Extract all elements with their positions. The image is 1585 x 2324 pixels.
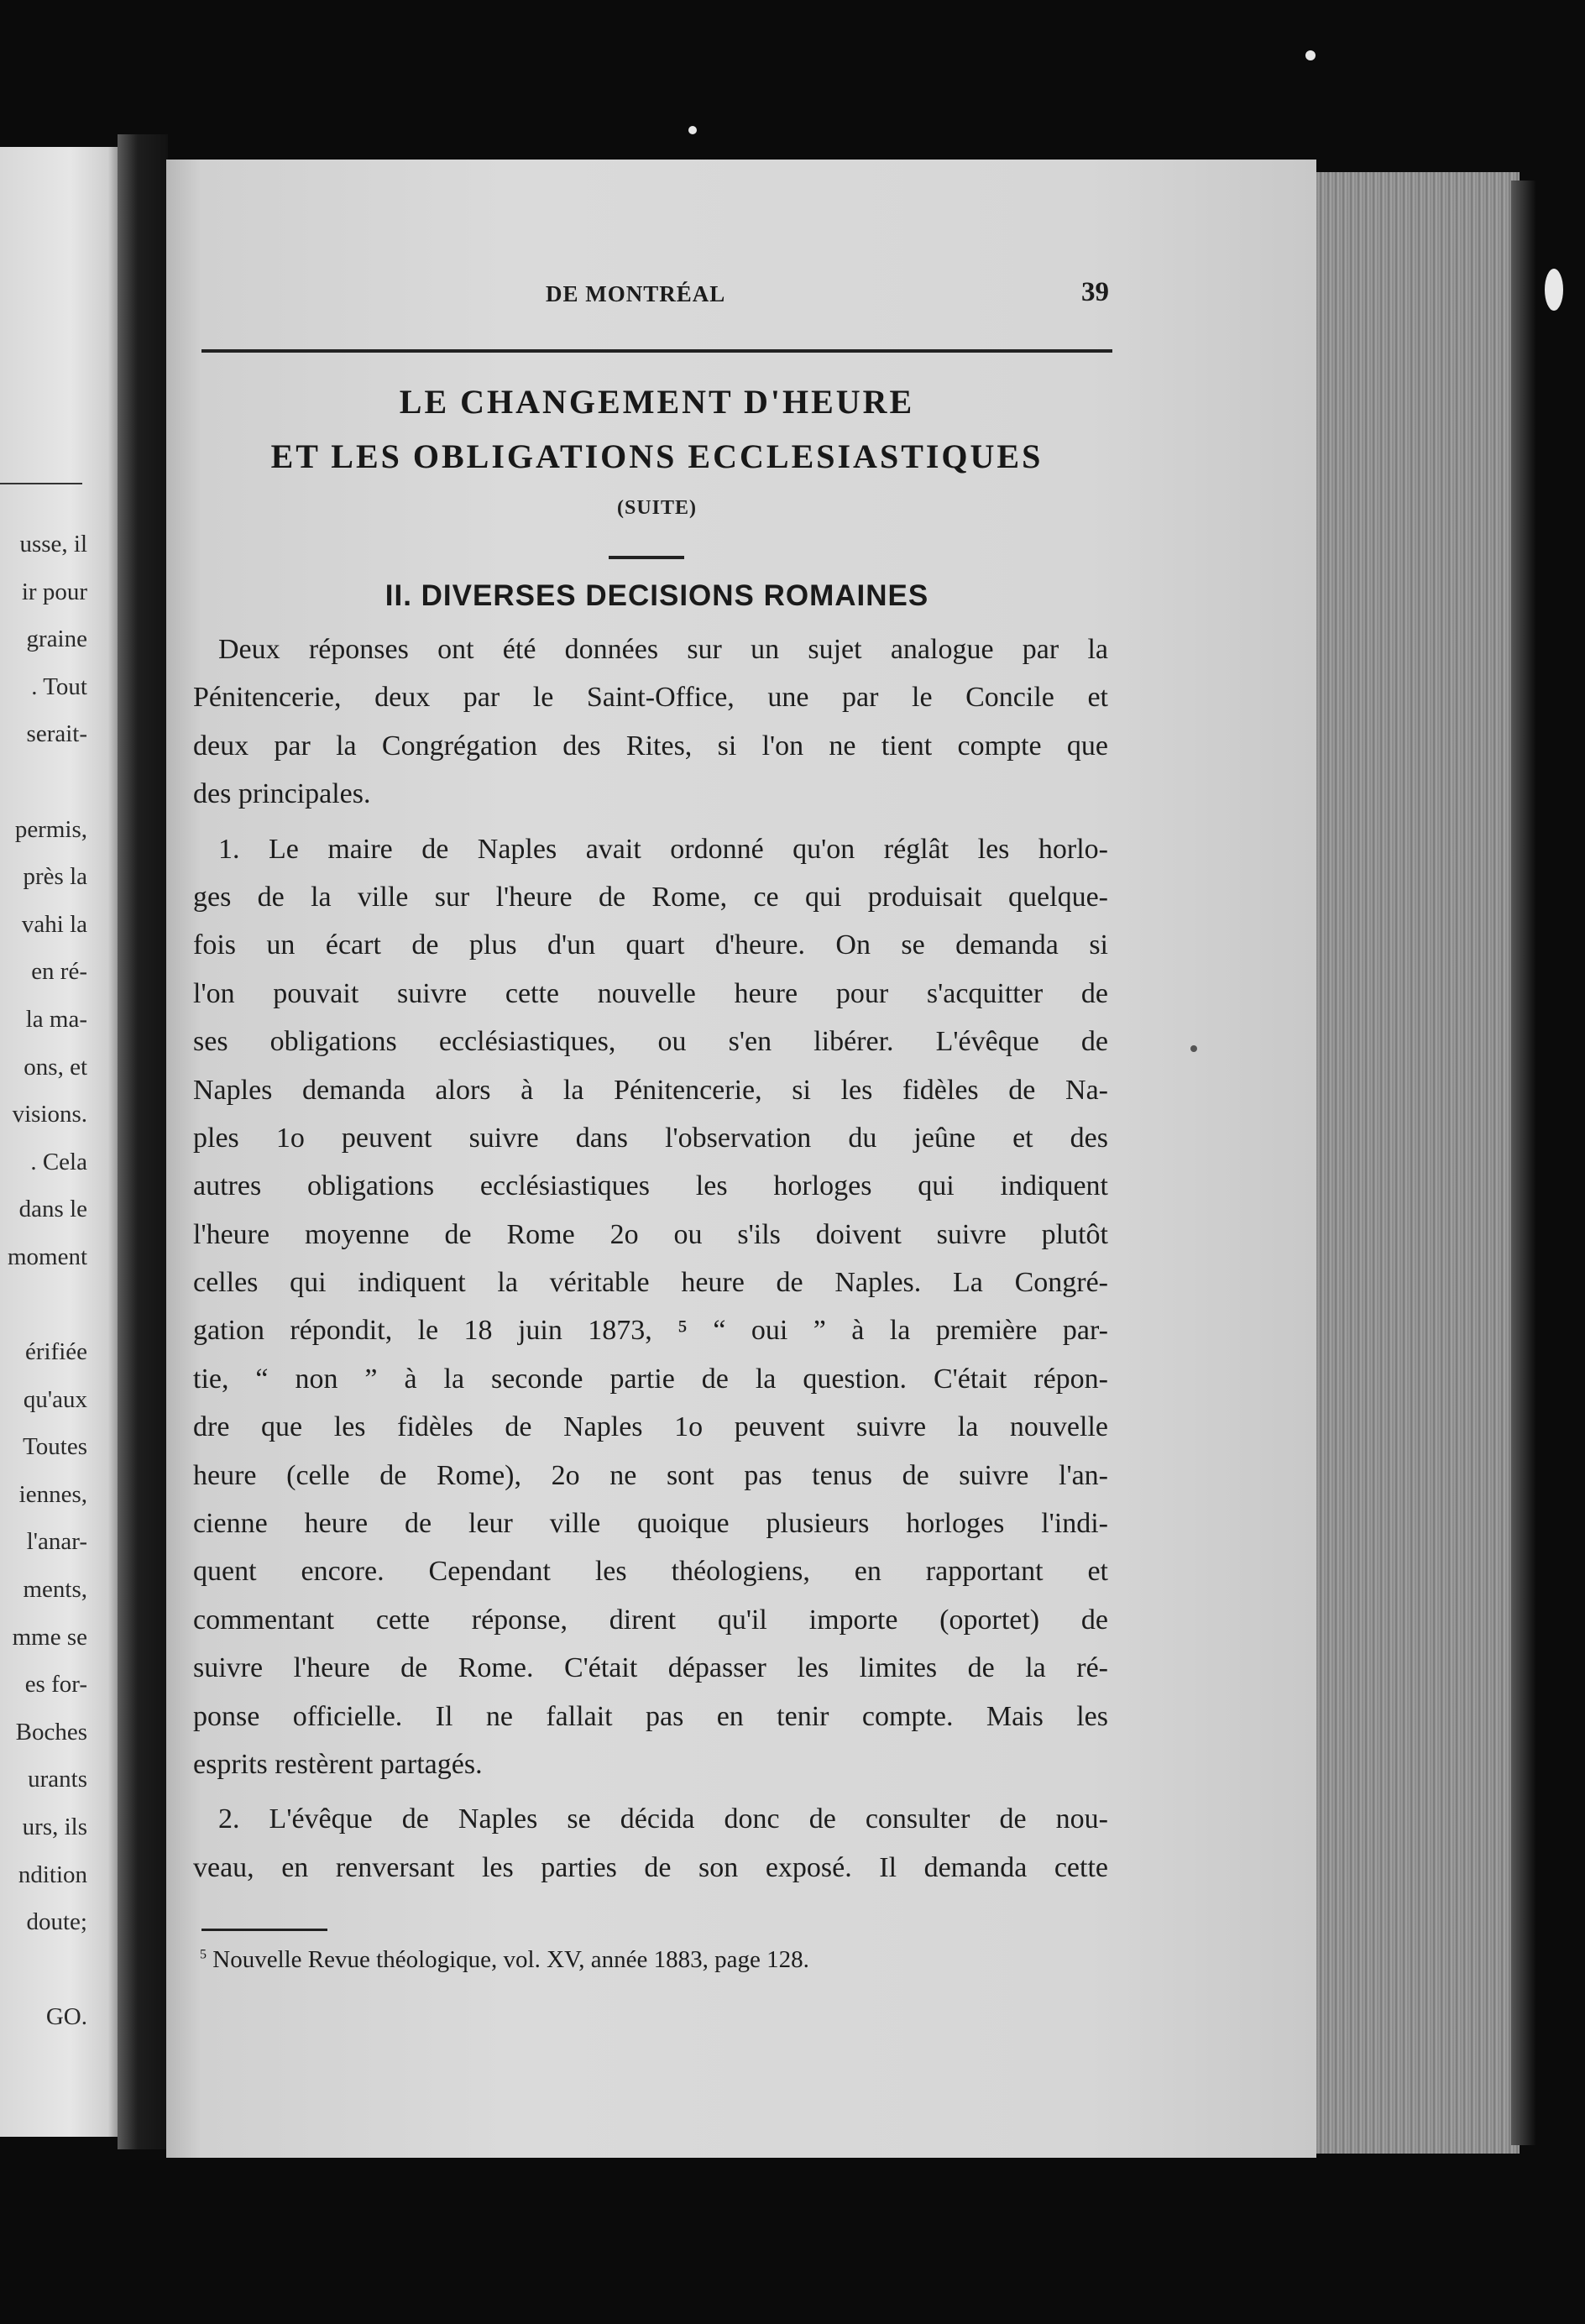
left-line: mme se xyxy=(12,1623,87,1651)
left-line xyxy=(8,1281,87,1329)
left-line: en ré- xyxy=(31,958,87,986)
left-line: iennes, xyxy=(18,1480,87,1508)
left-line: . Tout xyxy=(31,673,87,700)
left-line: Toutes xyxy=(23,1433,87,1461)
left-line: ments, xyxy=(23,1576,87,1604)
footnote-marker: 5 xyxy=(200,1947,207,1962)
chapter-title-line-1: LE CHANGEMENT D'HEURE xyxy=(399,383,915,421)
left-page-rule xyxy=(0,483,82,484)
body-line: des principales. xyxy=(193,778,371,810)
left-line: dans le xyxy=(18,1196,87,1223)
body-line: fois un écart de plus d'un quart d'heure. On se demanda si xyxy=(193,929,1108,961)
book-fore-edge xyxy=(1310,172,1520,2154)
left-line: Boches xyxy=(15,1718,87,1746)
body-line: Deux réponses ont été données sur un sujet analogue par la xyxy=(218,634,1108,665)
body-line: ples 1o peuvent suivre dans l'observation du jeûne et des xyxy=(193,1122,1108,1154)
body-line: l'heure moyenne de Rome 2o ou s'ils doivent suivre plutôt xyxy=(193,1218,1108,1250)
dust-speck xyxy=(1305,50,1316,60)
left-line: vahi la xyxy=(21,910,87,938)
left-line: GO. xyxy=(45,2003,87,2031)
body-line: commentant cette réponse, dirent qu'il importe (oportet) de xyxy=(193,1604,1108,1636)
left-line: . Cela xyxy=(30,1148,87,1175)
left-line: urs, ils xyxy=(22,1814,87,1841)
left-line: ons, et xyxy=(24,1053,87,1081)
footnote-text: Nouvelle Revue théologique, vol. XV, année 1883, page 128. xyxy=(212,1946,809,1973)
dust-speck xyxy=(1190,1045,1197,1052)
header-rule xyxy=(201,349,1112,353)
body-line: autres obligations ecclésiastiques les horloges qui indiquent xyxy=(193,1170,1108,1202)
body-line: tie, “ non ” à la seconde partie de la question. C'était répon- xyxy=(193,1363,1108,1395)
body-line: deux par la Congrégation des Rites, si l'on ne tient compte que xyxy=(193,730,1108,762)
left-line: usse, il xyxy=(19,531,87,557)
body-line: Pénitencerie, deux par le Saint-Office, une par le Concile et xyxy=(193,682,1108,714)
left-line: près la xyxy=(23,863,87,891)
body-line: ges de la ville sur l'heure de Rome, ce qui produisait quelque- xyxy=(193,881,1108,913)
left-page-fragment xyxy=(0,147,118,2137)
body-line: ses obligations ecclésiastiques, ou s'en libérer. L'évêque de xyxy=(193,1026,1108,1058)
left-line xyxy=(8,1946,87,1994)
page-number: 39 xyxy=(1081,277,1109,307)
left-line: permis, xyxy=(14,815,87,843)
running-head: DE MONTRÉAL xyxy=(546,281,726,306)
left-page-text xyxy=(8,521,87,2041)
left-line: graine xyxy=(26,625,87,653)
left-line: ndition xyxy=(18,1861,87,1888)
book-gutter xyxy=(118,134,168,2149)
left-line: urants xyxy=(28,1766,87,1793)
body-line: Naples demanda alors à la Pénitencerie, si les fidèles de Na- xyxy=(193,1074,1108,1106)
title-divider xyxy=(609,556,684,559)
body-line: quent encore. Cependant les théologiens, en rapportant et xyxy=(193,1556,1108,1588)
left-line: la ma- xyxy=(25,1005,87,1033)
body-line: 2. L'évêque de Naples se décida donc de consulter de nou- xyxy=(218,1803,1108,1835)
left-line xyxy=(8,758,87,806)
left-line: moment xyxy=(7,1243,87,1270)
body-line: ponse officielle. Il ne fallait pas en tenir compte. Mais les xyxy=(193,1700,1108,1732)
body-line: celles qui indiquent la véritable heure de Naples. La Congré- xyxy=(193,1267,1108,1299)
dust-speck xyxy=(1545,269,1563,311)
body-line: heure (celle de Rome), 2o ne sont pas tenus de suivre l'an- xyxy=(193,1459,1108,1491)
body-line: cienne heure de leur ville quoique plusieurs horloges l'indi- xyxy=(193,1508,1108,1540)
left-line: érifiée xyxy=(24,1338,87,1366)
fore-edge-shadow xyxy=(1511,181,1536,2145)
left-line: es for- xyxy=(24,1671,87,1699)
chapter-subtitle: (SUITE) xyxy=(616,497,698,519)
left-line: qu'aux xyxy=(23,1385,87,1413)
chapter-title-line-2: ET LES OBLIGATIONS ECCLESIASTIQUES xyxy=(270,437,1044,475)
body-line: veau, en renversant les parties de son exposé. Il demanda cette xyxy=(193,1851,1108,1883)
left-line: l'anar- xyxy=(26,1528,87,1556)
body-line: esprits restèrent partagés. xyxy=(193,1748,483,1780)
left-line: visions. xyxy=(12,1101,87,1128)
left-line: serait- xyxy=(26,720,87,748)
footnote xyxy=(200,1946,809,1974)
section-heading: II. DIVERSES DECISIONS ROMAINES xyxy=(384,579,929,612)
body-line: 1. Le maire de Naples avait ordonné qu'on réglât les horlo- xyxy=(218,833,1108,865)
dust-speck xyxy=(688,126,697,134)
left-line: ir pour xyxy=(21,578,87,605)
body-line: gation répondit, le 18 juin 1873, ⁵ “ oui ” à la première par- xyxy=(193,1315,1108,1347)
footnote-rule xyxy=(201,1929,327,1931)
body-line: suivre l'heure de Rome. C'était dépasser les limites de la ré- xyxy=(193,1652,1108,1684)
body-line: l'on pouvait suivre cette nouvelle heure pour s'acquitter de xyxy=(193,977,1108,1009)
body-text xyxy=(193,625,1108,1892)
left-line: doute; xyxy=(26,1908,87,1936)
body-line: dre que les fidèles de Naples 1o peuvent suivre la nouvelle xyxy=(193,1411,1108,1443)
